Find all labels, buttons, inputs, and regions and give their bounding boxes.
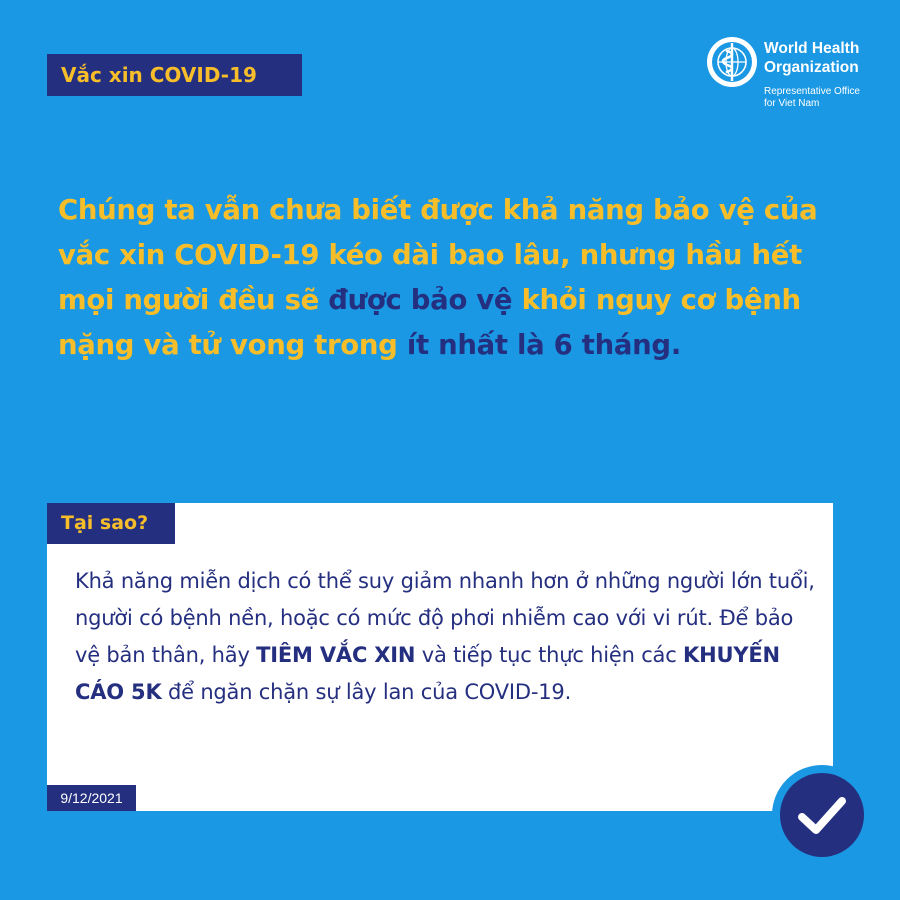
- date-badge: 9/12/2021: [47, 785, 136, 811]
- checkmark-icon: [770, 763, 874, 867]
- card-bold2: KHUYẾN CÁO 5K: [75, 643, 780, 704]
- headline: [58, 188, 858, 368]
- card-text2: và tiếp tục thực hiện các: [415, 643, 684, 667]
- who-emblem-icon: [705, 35, 759, 89]
- who-office-line1: Representative Office: [764, 86, 860, 97]
- headline-highlight2: ít nhất là 6 tháng.: [406, 329, 681, 361]
- who-office: [764, 86, 860, 110]
- card-bold1: TIÊM VẮC XIN: [256, 643, 416, 667]
- card-text1: Khả năng miễn dịch có thể suy giảm nhanh hơn ở những người lớn tuổi, người có bệnh nền, hoặc có mức độ phơi nhiễm cao với vi rút. Để bảo vệ bản thân, hãy: [75, 569, 815, 667]
- who-name: [764, 39, 859, 77]
- card-body: [75, 563, 820, 711]
- headline-part1: Chúng ta vẫn chưa biết được khả năng bảo vệ của vắc xin COVID-19 kéo dài bao lâu, nhưng hầu hết mọi người đều sẽ: [58, 194, 818, 316]
- info-card: [47, 503, 833, 811]
- who-office-line2: for Viet Nam: [764, 98, 820, 109]
- headline-highlight1: được bảo vệ: [328, 284, 513, 316]
- card-text3: để ngăn chặn sự lây lan của COVID-19.: [161, 680, 572, 704]
- who-logo: [705, 35, 875, 115]
- topic-tag: Vắc xin COVID-19: [47, 54, 302, 96]
- who-name-line2: Organization: [764, 59, 859, 76]
- why-label: Tại sao?: [47, 503, 175, 544]
- who-name-line1: World Health: [764, 40, 860, 57]
- headline-part2: khỏi nguy cơ bệnh nặng và tử vong trong: [58, 284, 801, 361]
